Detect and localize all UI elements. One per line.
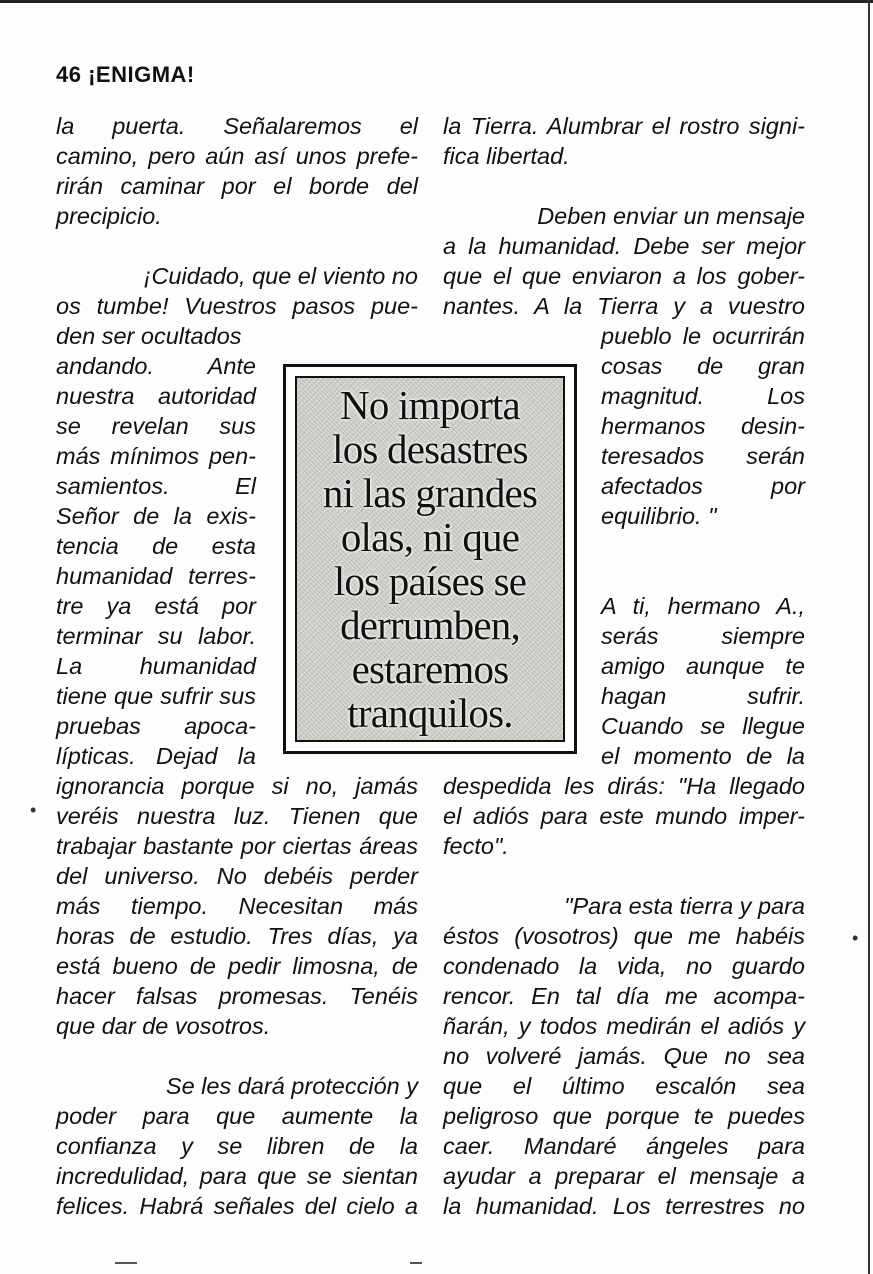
left-column-line: pruebas apoca- — [56, 713, 256, 739]
right-column-line: magnitud. Los — [601, 383, 805, 409]
left-column-line: del universo. No debéis perder — [56, 863, 418, 889]
right-column-line: cosas de gran — [601, 353, 805, 379]
right-column-line: afectados por — [601, 473, 805, 499]
left-column-line: tre ya está por — [56, 593, 256, 619]
left-column-line: Señor de la exis- — [56, 503, 256, 529]
left-column-line: ignorancia porque si no, jamás — [56, 773, 418, 799]
right-column-line: fica libertad. — [443, 143, 570, 169]
pullquote-line: los desastres — [332, 426, 528, 472]
page-header — [56, 62, 195, 88]
right-column-line: nantes. A la Tierra y a vuestro — [443, 293, 805, 319]
right-column-line: a la humanidad. Debe ser mejor — [443, 233, 805, 259]
left-column-line: samientos. El — [56, 473, 256, 499]
left-column-line: la puerta. Señalaremos el — [56, 113, 418, 139]
left-column-line: ¡Cuidado, que el viento no — [143, 263, 418, 289]
left-column-line: nuestra autoridad — [56, 383, 256, 409]
right-column-line: equilibrio. " — [601, 503, 717, 529]
right-column-line: fecto". — [443, 833, 509, 859]
left-column-line: lípticas. Dejad la — [56, 743, 256, 769]
right-column-line: que el último escalón sea — [443, 1073, 805, 1099]
left-column-line: rirán caminar por el borde del — [56, 173, 418, 199]
left-column-line: andando. Ante — [56, 353, 256, 379]
right-column-line: el momento de la — [601, 743, 805, 769]
right-column-line: despedida les dirás: "Ha llegado — [443, 773, 805, 799]
right-column-line: amigo aunque te — [601, 653, 805, 679]
page-edge-right — [868, 0, 870, 1274]
right-column-line: caer. Mandaré ángeles para — [443, 1133, 805, 1159]
left-column-line: felices. Habrá señales del cielo a — [56, 1193, 418, 1219]
right-column-line: que el que enviaron a los gober- — [443, 263, 805, 289]
pullquote-line: los países se — [333, 558, 527, 604]
left-column-line: Se les dará protección y — [165, 1073, 418, 1099]
right-column-line: ayudar a preparar el mensaje a — [443, 1163, 805, 1189]
left-column-line: horas de estudio. Tres días, ya — [56, 923, 418, 949]
right-column-line: éstos (vosotros) que me habéis — [443, 923, 805, 949]
right-column-line: hermanos desin- — [601, 413, 805, 439]
left-column-line: hacer falsas promesas. Tenéis — [56, 983, 418, 1009]
right-column-line: pueblo le ocurrirán — [601, 323, 805, 349]
left-column-line: den ser ocultados — [56, 323, 242, 349]
right-column-line: la Tierra. Alumbrar el rostro signi- — [443, 113, 805, 139]
book-title: ¡ENIGMA! — [88, 62, 195, 87]
pullquote-line: ni las grandes — [322, 470, 538, 516]
right-column-line: Deben enviar un mensaje — [537, 203, 805, 229]
right-column-line: el adiós para este mundo imper- — [443, 803, 805, 829]
left-column-line: terminar su labor. — [56, 623, 256, 649]
left-column-line: os tumbe! Vuestros pasos pue- — [56, 293, 418, 319]
right-column-line: la humanidad. Los terrestres no — [443, 1193, 805, 1219]
scan-mark: • — [30, 800, 37, 820]
left-column-line: tencia de esta — [56, 533, 256, 559]
right-column-line: "Para esta tierra y para — [564, 893, 805, 919]
pullquote-line: estaremos — [351, 646, 509, 692]
right-column-line: condenado la vida, no guardo — [443, 953, 805, 979]
left-column-line: poder para que aumente la — [56, 1103, 418, 1129]
page-number: 46 — [56, 62, 82, 87]
pullquote-line: tranquilos. — [347, 690, 513, 736]
left-column-line: se revelan sus — [56, 413, 256, 439]
left-column-line: está bueno de pedir limosna, de — [56, 953, 418, 979]
right-column-line: peligroso que porque te puedes — [443, 1103, 805, 1129]
pullquote-panel — [295, 376, 565, 742]
left-column-line: que dar de vosotros. — [56, 1013, 271, 1039]
left-column-line: más mínimos pen- — [56, 443, 256, 469]
left-column-line: humanidad terres- — [56, 563, 256, 589]
right-column-line: A ti, hermano A., — [601, 593, 805, 619]
pullquote-line: derrumben, — [340, 602, 520, 648]
scan-mark — [115, 1262, 137, 1264]
left-column-line: trabajar bastante por ciertas áreas — [56, 833, 418, 859]
right-column-line: hagan sufrir. — [601, 683, 805, 709]
scan-mark — [410, 1262, 422, 1264]
right-column-line: serás siempre — [601, 623, 805, 649]
page-edge-top — [0, 0, 873, 3]
scan-mark: • — [852, 928, 859, 948]
left-column-line: incredulidad, para que se sientan — [56, 1163, 418, 1189]
right-column-line: teresados serán — [601, 443, 805, 469]
left-column-line: camino, pero aún así unos prefe- — [56, 143, 418, 169]
left-column-line: precipicio. — [56, 203, 162, 229]
left-column-line: más tiempo. Necesitan más — [56, 893, 418, 919]
pullquote-line: olas, ni que — [340, 514, 520, 560]
right-column-line: ñarán, y todos medirán el adiós y — [443, 1013, 805, 1039]
right-column-line: Cuando se llegue — [601, 713, 805, 739]
right-column-line: no volveré jamás. Que no sea — [443, 1043, 805, 1069]
left-column-line: veréis nuestra luz. Tienen que — [56, 803, 418, 829]
right-column-line: rencor. En tal día me acompa- — [443, 983, 805, 1009]
pullquote-box — [283, 364, 577, 754]
left-column-line: confianza y se libren de la — [56, 1133, 418, 1159]
left-column-line: tiene que sufrir sus — [56, 683, 256, 709]
left-column-line: La humanidad — [56, 653, 256, 679]
pullquote-line: No importa — [340, 382, 520, 428]
